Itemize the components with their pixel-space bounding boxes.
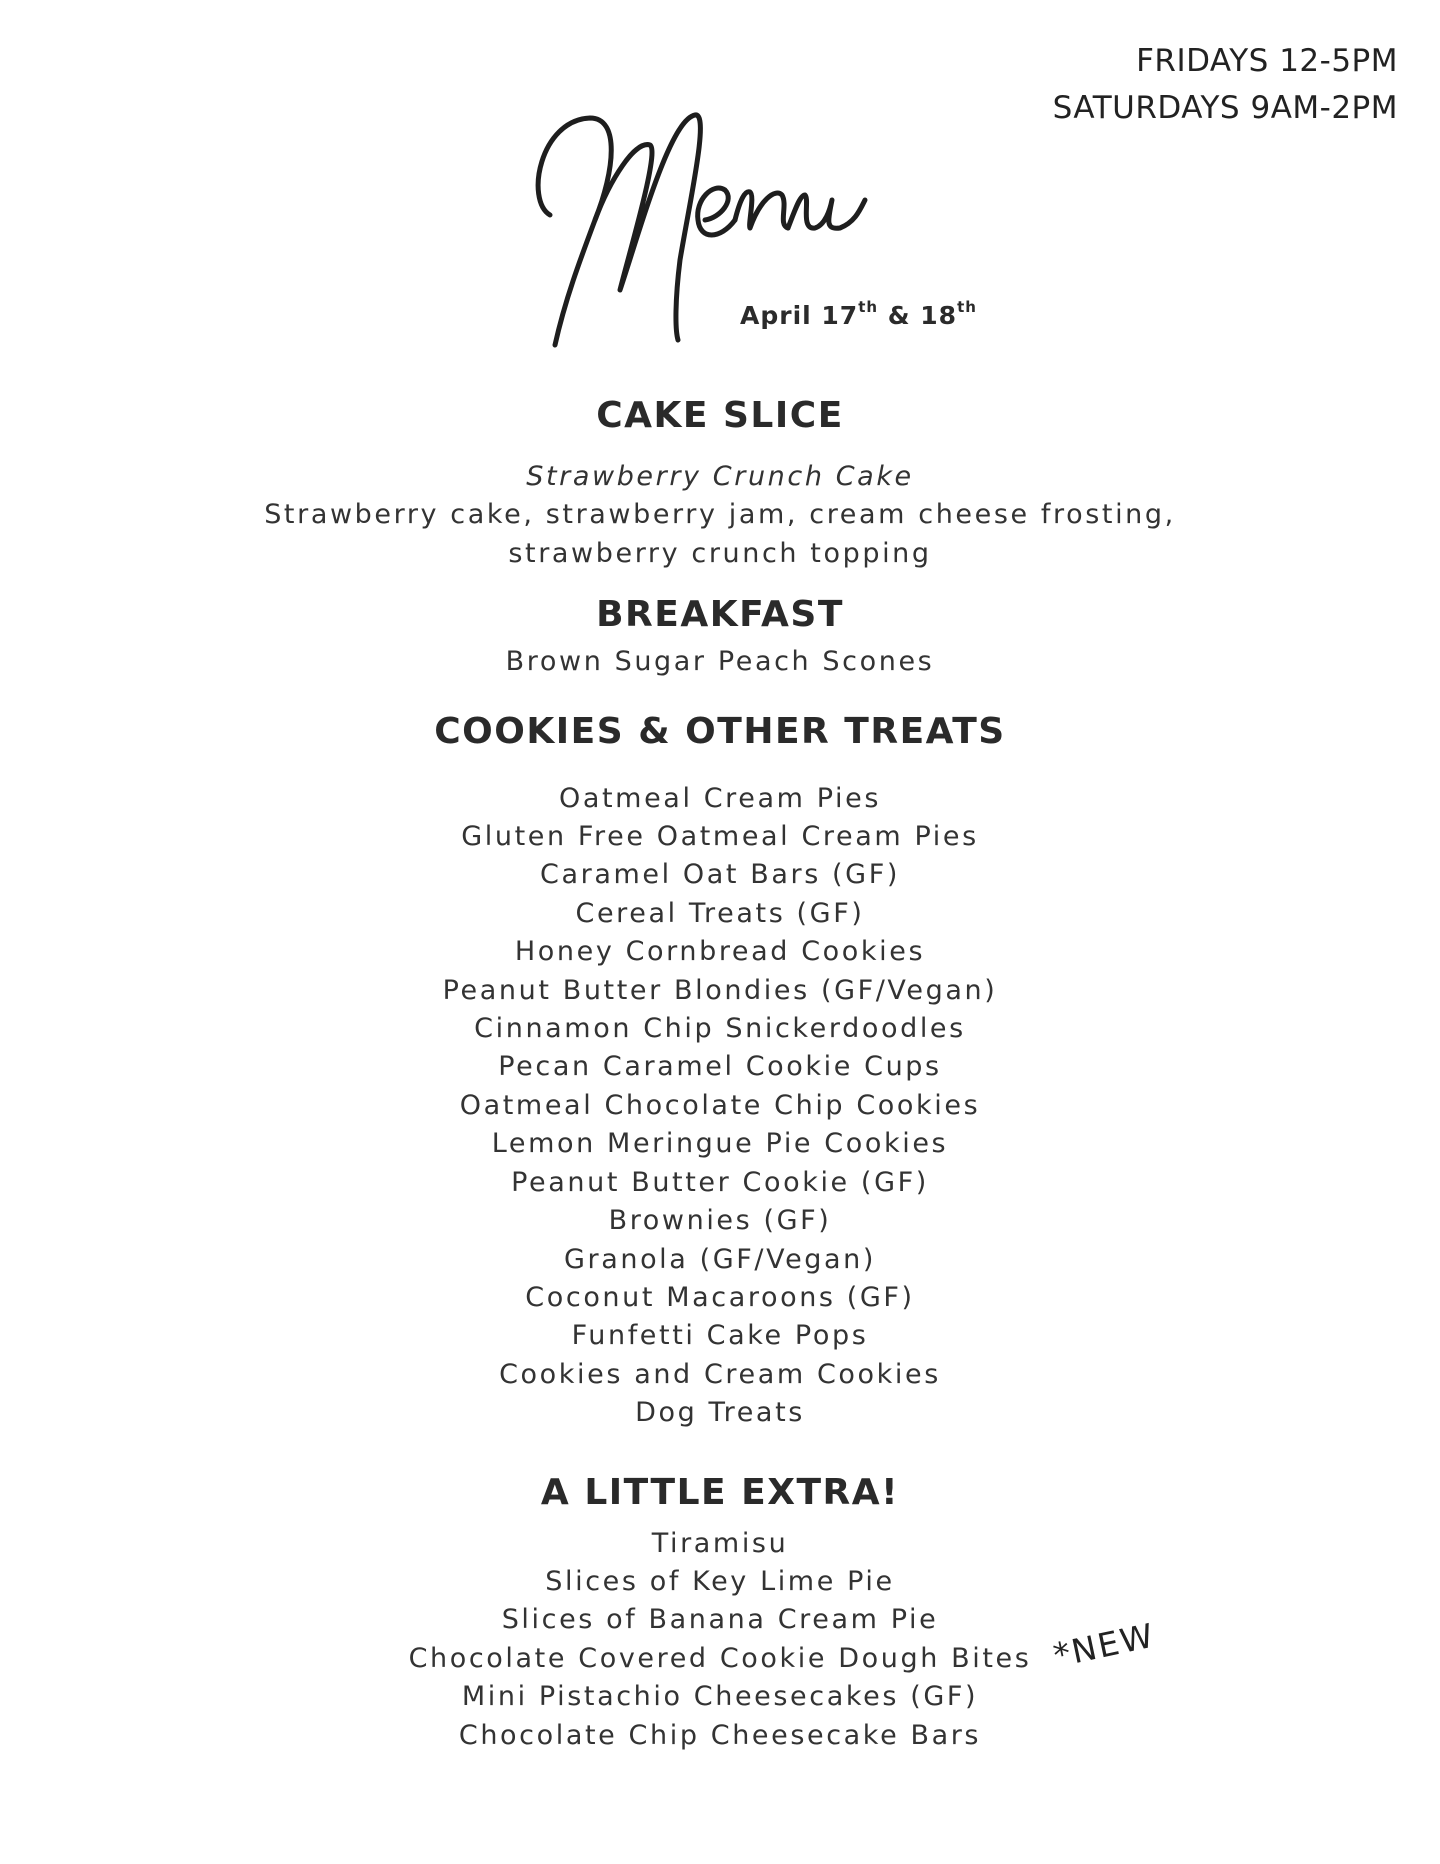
list-item: Dog Treats [635,1397,805,1429]
section-body-extra [0,1525,1440,1755]
list-item: Brown Sugar Peach Scones [505,646,935,678]
section-body-cake-slice [0,458,1440,573]
list-item: Brownies (GF) [608,1205,832,1237]
hours-friday: FRIDAYS 12-5PM [1136,43,1398,79]
list-item: Lemon Meringue Pie Cookies [491,1128,949,1160]
list-item: Coconut Macaroons (GF) [525,1281,915,1313]
list-item: Cookies and Cream Cookies [499,1358,941,1390]
list-item: Honey Cornbread Cookies [514,936,926,968]
list-item: Peanut Butter Blondies (GF/Vegan) [442,974,998,1006]
date-sup-1: th [858,298,879,316]
hours-saturday: SATURDAYS 9AM-2PM [1052,90,1398,126]
list-item: Funfetti Cake Pops [571,1320,869,1352]
section-body-cookies [0,780,1440,1433]
list-item: Chocolate Chip Cheesecake Bars [458,1719,982,1751]
menu-content [0,388,1440,1755]
list-item: Peanut Butter Cookie (GF) [511,1166,929,1198]
cake-name: Strawberry Crunch Cake [526,461,914,492]
section-title-extra: A LITTLE EXTRA! [540,1471,900,1513]
list-item: Tiramisu [651,1527,789,1559]
cake-description-line-1: Strawberry cake, strawberry jam, cream cheese frosting, [264,499,1176,531]
list-item: Mini Pistachio Cheesecakes (GF) [461,1681,979,1713]
new-badge: *NEW [1049,1615,1159,1675]
list-item: Chocolate Covered Cookie Dough Bites [408,1642,1032,1674]
list-item: Oatmeal Cream Pies [559,782,881,814]
list-item: Granola (GF/Vegan) [563,1243,877,1275]
list-item: Slices of Key Lime Pie [545,1565,895,1597]
list-item: Oatmeal Chocolate Chip Cookies [459,1089,981,1121]
date-sup-2: th [957,298,977,316]
section-title-cake-slice: CAKE SLICE [596,395,844,436]
date-part-2: & 18 [878,301,958,330]
date-part-1: April 17 [740,301,859,330]
hours-block [1053,38,1398,132]
list-item: Slices of Banana Cream Pie [501,1604,939,1636]
list-item: Pecan Caramel Cookie Cups [498,1051,942,1083]
section-title-breakfast: BREAKFAST [596,594,844,636]
list-item: Cinnamon Chip Snickerdoodles [474,1013,966,1045]
cake-description-line-2: strawberry crunch topping [508,537,932,569]
list-item: Cereal Treats (GF) [575,897,865,929]
list-item: Caramel Oat Bars (GF) [540,859,900,891]
list-item: Gluten Free Oatmeal Cream Pies [461,821,979,853]
section-body-breakfast [0,643,1440,681]
menu-date [740,298,977,330]
section-title-cookies: COOKIES & OTHER TREATS [434,710,1006,752]
